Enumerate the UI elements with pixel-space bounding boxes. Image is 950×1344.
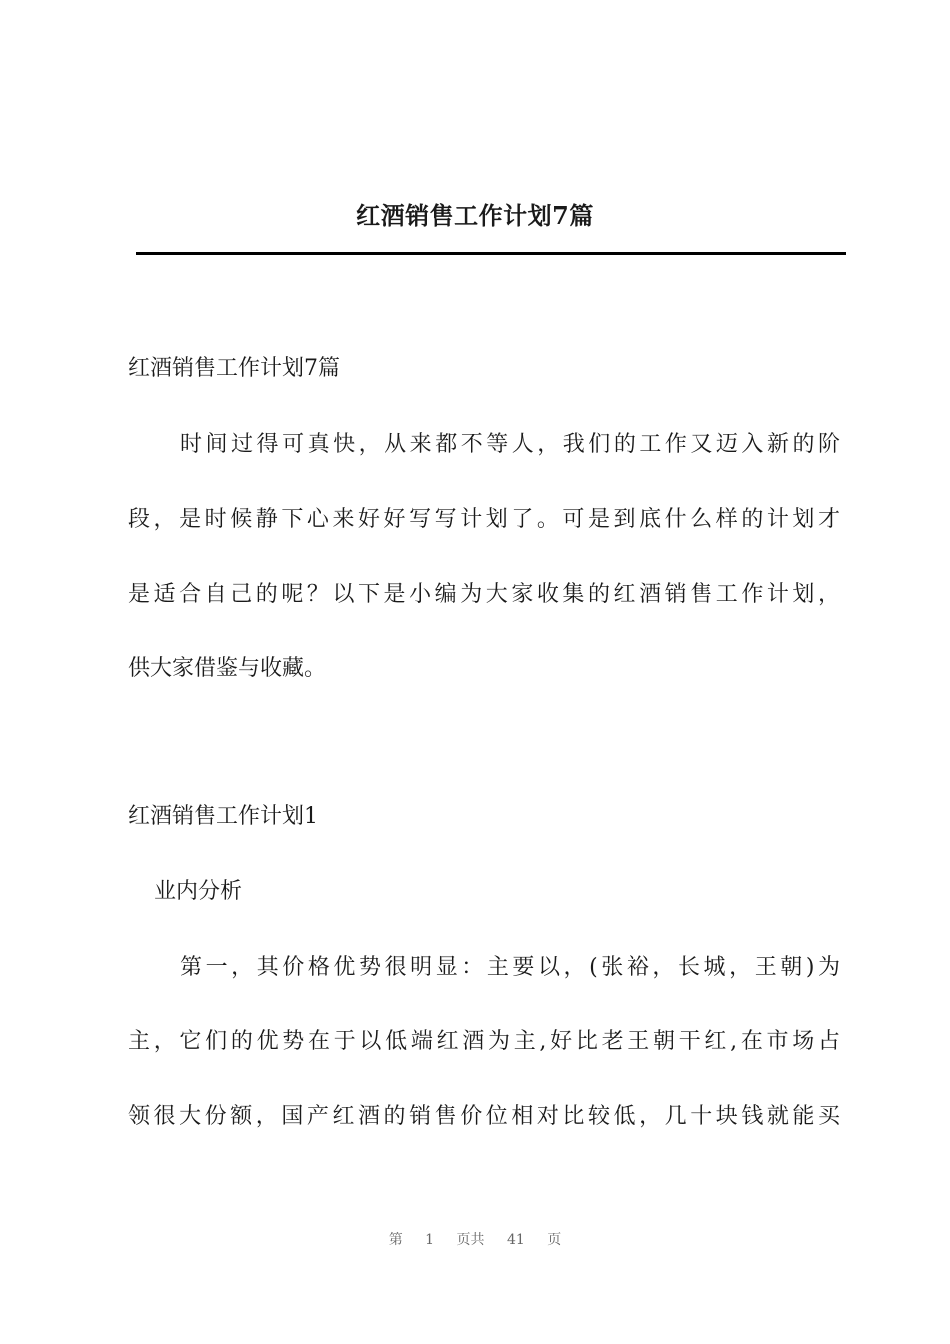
intro-line-2: 段，是时候静下心来好好写写计划了。可是到底什么样的计划才 [128, 507, 840, 532]
section1-heading: 红酒销售工作计划1 [128, 804, 318, 829]
page-footer [0, 1229, 950, 1249]
title-divider [136, 252, 846, 255]
footer-page-number: 1 [425, 1232, 435, 1248]
footer-prefix: 第 [388, 1232, 403, 1248]
intro-line-4: 供大家借鉴与收藏。 [128, 656, 327, 681]
footer-mid: 页共 [456, 1232, 485, 1248]
section1-line-1: 第一，其价格优势很明显：主要以，(张裕，长城，王朝)为 [180, 955, 840, 980]
section1-subheading: 业内分析 [154, 879, 243, 904]
intro-line-1: 时间过得可真快，从来都不等人，我们的工作又迈入新的阶 [180, 432, 840, 457]
document-subtitle: 红酒销售工作计划7篇 [128, 356, 340, 381]
document-title: 红酒销售工作计划7篇 [356, 201, 594, 230]
footer-total-pages: 41 [507, 1232, 525, 1248]
section1-line-3: 领很大份额，国产红酒的销售价位相对比较低，几十块钱就能买 [128, 1104, 840, 1129]
section1-line-2: 主，它们的优势在于以低端红酒为主,好比老王朝干红,在市场占 [128, 1029, 840, 1054]
footer-suffix: 页 [547, 1232, 562, 1248]
intro-line-3: 是适合自己的呢？以下是小编为大家收集的红酒销售工作计划， [128, 582, 840, 607]
